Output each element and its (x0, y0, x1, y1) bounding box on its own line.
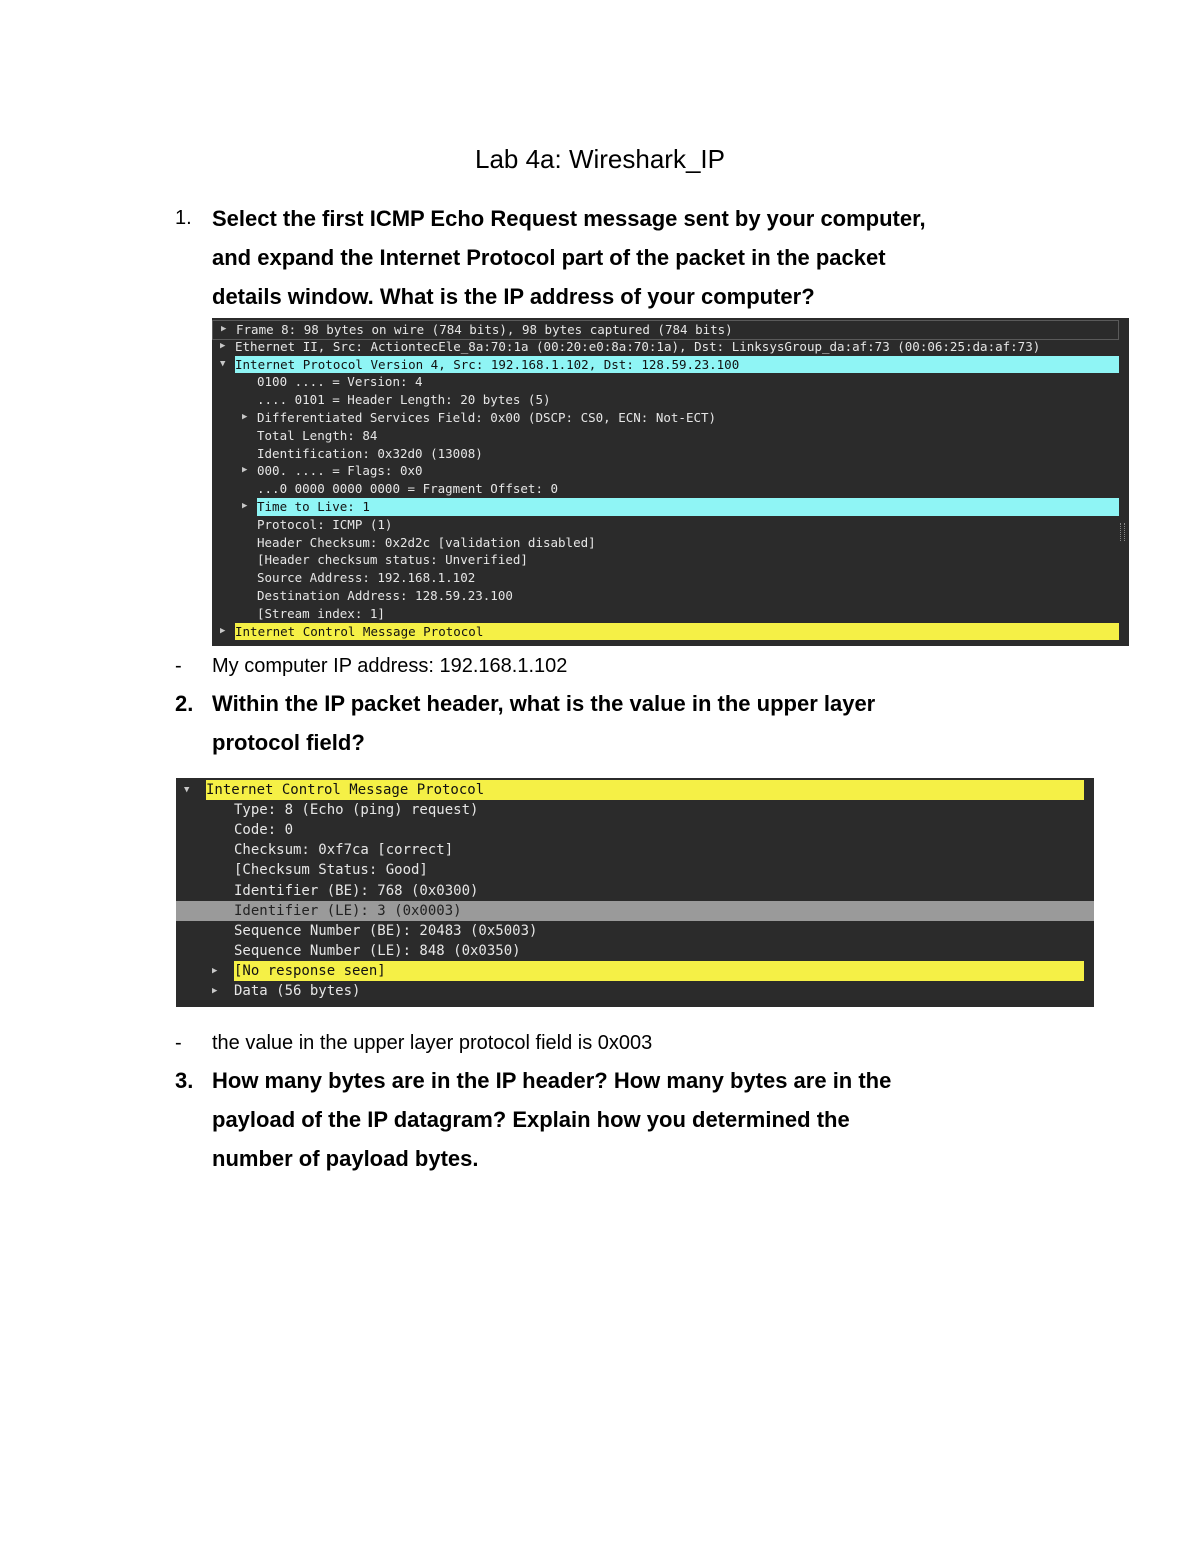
packet-detail-row[interactable] (212, 391, 1129, 409)
packet-detail-row[interactable] (212, 373, 1129, 391)
packet-detail-row[interactable] (212, 356, 1129, 374)
packet-detail-row[interactable] (176, 820, 1094, 840)
packet-detail-text: Identification: 0x32d0 (13008) (257, 445, 483, 461)
collapsed-triangle-icon[interactable]: ▶ (221, 324, 227, 334)
packet-detail-row[interactable] (176, 921, 1094, 941)
packet-detail-row[interactable] (212, 338, 1129, 356)
packet-detail-row[interactable] (212, 480, 1129, 498)
packet-detail-text: Identifier (LE): 3 (0x0003) (234, 902, 462, 919)
question-line: How many bytes are in the IP header? How many bytes are in the (212, 1068, 892, 1093)
packet-detail-row[interactable] (212, 498, 1129, 516)
packet-detail-text: .... 0101 = Header Length: 20 bytes (5) (257, 392, 551, 408)
packet-detail-text: Time to Live: 1 (257, 498, 1119, 516)
expanded-triangle-icon[interactable]: ▼ (220, 358, 226, 369)
packet-detail-text: Data (56 bytes) (234, 983, 361, 999)
packet-detail-text: Total Length: 84 (257, 427, 378, 443)
packet-detail-text: 000. .... = Flags: 0x0 (257, 463, 423, 479)
packet-detail-row[interactable] (212, 587, 1129, 605)
collapsed-triangle-icon[interactable]: ▶ (212, 965, 218, 976)
packet-detail-text: Protocol: ICMP (1) (257, 516, 393, 532)
packet-detail-text: Frame 8: 98 bytes on wire (784 bits), 98 bytes captured (784 bits) (236, 322, 733, 337)
packet-detail-row[interactable] (176, 840, 1094, 860)
question-2-text (212, 684, 1055, 762)
packet-detail-text: Differentiated Services Field: 0x00 (DSCP: CS0, ECN: Not-ECT) (257, 410, 717, 425)
packet-detail-text: Sequence Number (BE): 20483 (0x5003) (234, 922, 538, 939)
packet-detail-row[interactable] (176, 780, 1094, 800)
collapsed-triangle-icon[interactable]: ▶ (220, 340, 226, 351)
packet-detail-row[interactable] (212, 534, 1129, 552)
packet-detail-row[interactable] (212, 569, 1129, 587)
packet-detail-text: [Stream index: 1] (257, 605, 385, 621)
packet-detail-text: [Header checksum status: Unverified] (257, 552, 528, 568)
packet-detail-text: Checksum: 0xf7ca [correct] (234, 842, 454, 859)
packet-detail-text: Destination Address: 128.59.23.100 (257, 588, 513, 603)
packet-detail-text: ...0 0000 0000 0000 = Fragment Offset: 0 (257, 481, 559, 497)
packet-detail-row[interactable] (212, 623, 1129, 641)
answer-2-text: the value in the upper layer protocol field is 0x003 (212, 1032, 653, 1054)
collapsed-triangle-icon[interactable]: ▶ (212, 986, 218, 996)
packet-detail-row[interactable] (176, 881, 1094, 901)
packet-detail-text: [No response seen] (234, 961, 1084, 981)
collapsed-triangle-icon[interactable]: ▶ (242, 412, 248, 422)
wireshark-icmp-details-screenshot (176, 778, 1094, 1007)
question-2-number: 2. (175, 691, 194, 716)
question-line: number of payload bytes. (212, 1146, 479, 1171)
packet-detail-text: 0100 .... = Version: 4 (257, 374, 423, 390)
packet-detail-row[interactable] (212, 409, 1129, 427)
packet-detail-text: Type: 8 (Echo (ping) request) (234, 802, 479, 819)
packet-detail-text: Source Address: 192.168.1.102 (257, 570, 476, 586)
packet-detail-text: Internet Control Message Protocol (206, 780, 1084, 800)
packet-detail-text: Header Checksum: 0x2d2c [validation disabled] (257, 534, 596, 550)
question-3-number: 3. (175, 1068, 194, 1093)
packet-detail-row[interactable] (176, 941, 1094, 961)
answer-bullet: - (175, 1032, 182, 1054)
question-line: protocol field? (212, 730, 365, 755)
collapsed-triangle-icon[interactable]: ▶ (242, 465, 248, 476)
question-line: and expand the Internet Protocol part of the packet in the packet (212, 245, 886, 270)
collapsed-triangle-icon[interactable]: ▶ (220, 625, 226, 636)
packet-detail-row[interactable] (176, 800, 1094, 820)
question-line: details window. What is the IP address of your computer? (212, 284, 815, 309)
wireshark-ip-details-screenshot (212, 318, 1129, 646)
packet-detail-row[interactable] (212, 462, 1129, 480)
packet-detail-row[interactable] (176, 860, 1094, 880)
packet-detail-text: Identifier (BE): 768 (0x0300) (234, 882, 479, 899)
packet-detail-text: Ethernet II, Src: ActiontecEle_8a:70:1a (00:20:e0:8a:70:1a), Dst: LinksysGroup_da:af:73 (00:06:25:da:af:73) (235, 338, 1041, 354)
packet-detail-row[interactable] (212, 605, 1129, 623)
answer-bullet: - (175, 655, 182, 677)
packet-detail-text: Sequence Number (LE): 848 (0x0350) (234, 942, 521, 959)
packet-detail-row[interactable] (212, 427, 1129, 445)
packet-detail-row[interactable] (212, 516, 1129, 534)
packet-detail-text: [Checksum Status: Good] (234, 862, 428, 879)
collapsed-triangle-icon[interactable]: ▶ (242, 501, 248, 511)
question-line: payload of the IP datagram? Explain how you determined the (212, 1107, 850, 1132)
expanded-triangle-icon[interactable]: ▼ (184, 785, 190, 795)
packet-detail-row[interactable] (176, 901, 1094, 921)
packet-detail-text: Internet Control Message Protocol (235, 623, 1119, 641)
question-line: Within the IP packet header, what is the value in the upper layer (212, 691, 876, 716)
packet-detail-row[interactable] (212, 445, 1129, 463)
packet-detail-row[interactable] (212, 551, 1129, 569)
answer-1-text: My computer IP address: 192.168.1.102 (212, 655, 568, 677)
packet-detail-row[interactable] (176, 961, 1094, 981)
question-line: Select the first ICMP Echo Request message sent by your computer, (212, 206, 926, 231)
packet-detail-row[interactable] (176, 981, 1094, 1001)
question-1-text (212, 199, 1055, 316)
question-3-text (212, 1061, 1055, 1178)
document-title: Lab 4a: Wireshark_IP (474, 144, 725, 174)
packet-detail-text: Code: 0 (234, 822, 294, 839)
packet-detail-text: Internet Protocol Version 4, Src: 192.168.1.102, Dst: 128.59.23.100 (235, 356, 1119, 374)
question-1-number: 1. (175, 207, 192, 229)
